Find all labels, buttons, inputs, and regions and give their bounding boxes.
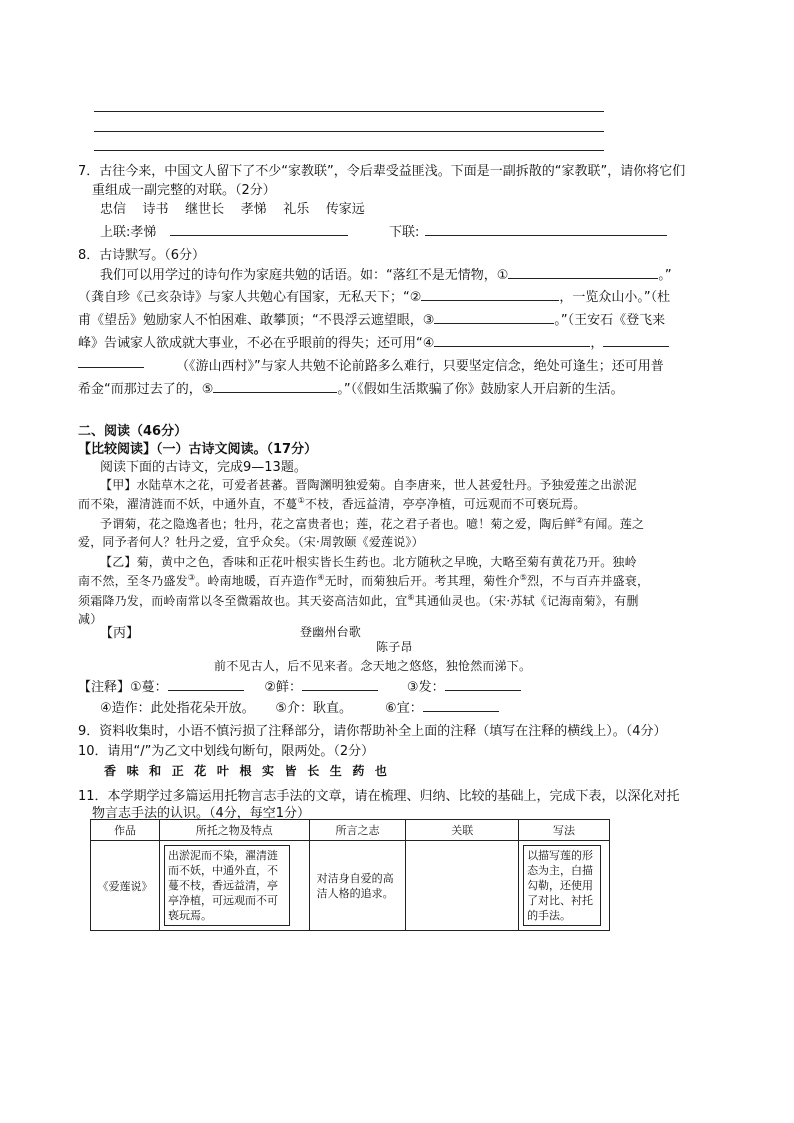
header-method: 写法: [519, 820, 610, 841]
q11-prompt-line1: 11．本学期学过多篇运用托物言志手法的文章，请在梳理、归纳、比较的基础上，完成下表，以深化对托: [78, 789, 680, 804]
cell-relation-blank[interactable]: [406, 841, 519, 931]
answer-line-2[interactable]: [94, 131, 604, 132]
q8-title: 8．古诗默写。（6分）: [78, 248, 206, 263]
answer-line-1[interactable]: [94, 111, 604, 112]
marker-6: ⑥: [407, 593, 415, 602]
marker-2: ②: [575, 516, 584, 525]
marker-4: ④: [317, 573, 325, 582]
jia-line3: 予谓菊，花之隐逸者也；牡丹，花之富贵者也；莲，花之君子者也。噫！菊之爱，陶后鲜②有闻。莲之: [100, 516, 645, 531]
yi-line3: 须霜降乃发，而岭南常以冬至微霜故也。其天姿高洁如此，宜⑥其通仙灵也。（宋·苏轼《记海南菊》，有删: [78, 593, 639, 608]
bing-author: 陈子昂: [376, 640, 413, 654]
section2-title: 二、阅读（46分）: [78, 424, 188, 439]
header-object: 所托之物及特点: [159, 820, 309, 841]
blank-5[interactable]: [213, 380, 337, 393]
note-6-blank[interactable]: [423, 699, 499, 712]
q8-line3: 甫《望岳》勉励家人不怕困难、敢攀顶；“不畏浮云遮望眼，③ 。”（王安石《登飞来: [78, 313, 666, 328]
object-text: 出淤泥而不染，濯清涟而不妖，中通外直，不蔓不枝，香远益清，亭亭净植，可远观而不可亵玩焉。: [164, 845, 290, 926]
note-2-blank[interactable]: [302, 678, 378, 691]
table-row: [91, 841, 610, 931]
aspiration-text: 对洁身自爱的高洁人格的追求。: [316, 871, 394, 900]
word-2: 继世长: [185, 202, 225, 217]
q8-line1: 我们可以用学过的诗句作为家庭共勉的话语。如：“落红不是无情物，① 。”: [100, 268, 672, 283]
header-work: 作品: [91, 820, 160, 841]
bing-title: 登幽州台歌: [300, 625, 362, 639]
word-5: 传家远: [325, 202, 365, 217]
blank-4b[interactable]: [603, 334, 669, 347]
q8-line4: 峰》告诫家人欲成就大事业，不必在乎眼前的得失；还可用“④ ，: [78, 332, 669, 351]
cell-method: [519, 841, 610, 931]
marker-5: ⑤: [519, 573, 528, 582]
q7-prompt-line2: 重组成一副完整的对联。（2分）: [92, 183, 276, 198]
q10-sentence: 香 味 和 正 花 叶 根 实 皆 长 生 药 也: [104, 764, 388, 778]
blank-4c[interactable]: [78, 367, 144, 368]
jia-line1: 【甲】水陆草木之花，可爱者甚蕃。晋陶渊明独爱菊。自李唐来，世人甚爱牡丹。予独爱莲之出淤泥: [100, 478, 637, 492]
upper-couplet-blank[interactable]: [170, 235, 348, 236]
yi-line2: 南不然，至冬乃盛发③。岭南地暖，百卉造作④无时，而菊独后开。考其理，菊性介⑤烈，不与百卉并盛衰，: [78, 573, 650, 588]
section2-intro: 阅读下面的古诗文，完成9—13题。: [100, 460, 307, 475]
note-1-blank[interactable]: [168, 678, 244, 691]
yi-line1: 【乙】菊，黄中之色，香味和正花叶根实皆长生药也。北方随秋之早晚，大略至菊有黄花乃开。独岭: [100, 555, 637, 569]
notes-line1: 【注释】①蔓： ②鲜： ③发：: [78, 676, 521, 695]
cell-object: [159, 841, 309, 931]
marker-3: ③: [187, 573, 196, 582]
blank-1[interactable]: [508, 266, 658, 279]
marker-1: ①: [297, 496, 305, 505]
jia-line2: 而不染，濯清涟而不妖，中通外直，不蔓①不枝，香远益清，亭亭净植，可远观而不可亵玩焉。: [78, 496, 586, 511]
q8-line2: （龚自珍《己亥杂诗》与家人共勉心有国家，无私天下；“② ，一览众山小。”（杜: [78, 290, 671, 305]
header-relation: 关联: [406, 820, 519, 841]
q11-table: [90, 819, 610, 931]
blank-3[interactable]: [434, 311, 554, 324]
blank-4a[interactable]: [434, 334, 590, 347]
q8-line6: 希金“而那过去了的，⑤ 。”（《假如生活欺骗了你》鼓励家人开启新的生活。: [78, 382, 624, 397]
table-header-row: [91, 820, 610, 841]
jia-line4: 爱，同予者何人？牡丹之爱，宜乎众矣。（宋·周敦颐《爱莲说》）: [78, 535, 424, 549]
bing-label: 【丙】: [100, 626, 140, 641]
upper-couplet-label: 上联:孝悌: [100, 225, 157, 240]
section2-subtitle: 【比较阅读】（一）古诗文阅读。（17分）: [78, 442, 318, 457]
q7-prompt-line1: 7．古往今来，中国文人留下了不少“家教联”，令后辈受益匪浅。下面是一副拆散的“家教联”，请你将它们: [78, 164, 686, 179]
q9-prompt: 9．资料收集时，小语不慎污损了注释部分，请你帮助补全上面的注释（填写在注释的横线上）。（4分）: [78, 724, 667, 739]
bing-poem: 前不见古人，后不见来者。念天地之悠悠，独怆然而涕下。: [214, 659, 532, 673]
method-text: 以描写莲的形态为主，白描勾勒，还使用了对比、衬托的手法。: [523, 845, 601, 926]
note-3-blank[interactable]: [445, 678, 521, 691]
word-0: 忠信: [100, 202, 127, 217]
q7-word-bank: [100, 198, 365, 217]
header-aspiration: 所言之志: [309, 820, 406, 841]
yi-line4: 减）: [78, 612, 103, 626]
answer-line-3[interactable]: [94, 150, 604, 151]
q8-line5: （《游山西村》”与家人共勉不论前路多么难行，只要坚定信念，绝处可逢生；还可用普: [176, 359, 664, 374]
notes-line2: ④造作：此处指花朵开放。 ⑤介：耿直。 ⑥宜：: [100, 697, 499, 716]
lower-couplet-label: 下联:: [389, 225, 420, 240]
cell-aspiration: [309, 841, 406, 931]
cell-work: 《爱莲说》: [91, 841, 160, 931]
word-1: 诗书: [142, 202, 169, 217]
word-4: 礼乐: [283, 202, 310, 217]
q11-prompt-line2: 物言志手法的认识。（4分，每空1分）: [92, 806, 311, 821]
word-3: 孝悌: [240, 202, 267, 217]
blank-2[interactable]: [421, 288, 559, 301]
lower-couplet-blank[interactable]: [425, 235, 667, 236]
q10-prompt: 10．请用“/”为乙文中划线句断句，限两处。（2分）: [78, 744, 375, 759]
